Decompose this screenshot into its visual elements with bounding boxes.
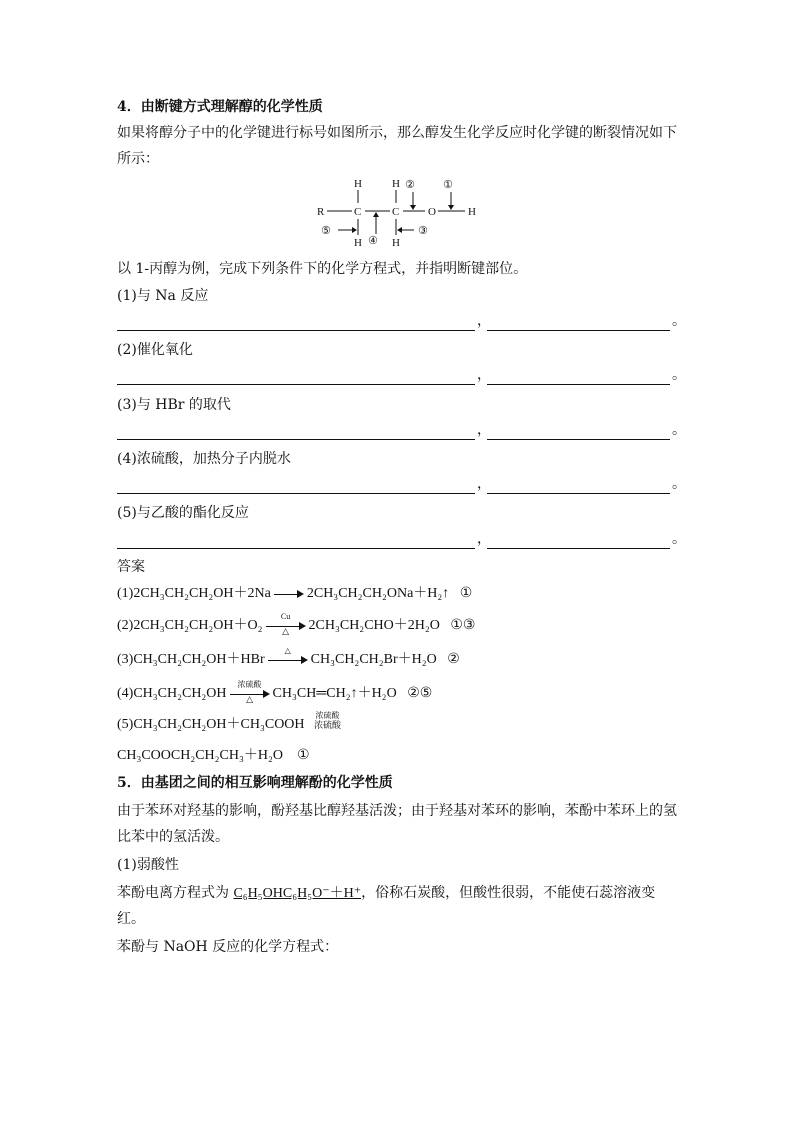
- section4-heading: 4．由断键方式理解醇的化学性质: [117, 99, 323, 115]
- item-2-label: (2)催化氧化: [117, 342, 193, 358]
- blank-bond-3[interactable]: [487, 419, 670, 440]
- answer-label: 答案: [117, 559, 145, 575]
- answer-blank-row-1: ， 。: [117, 310, 680, 332]
- section5-para-line2: 比苯中的氢活泼。: [117, 829, 229, 845]
- diagram-label-2: ②: [405, 178, 415, 191]
- blank-equation-3[interactable]: [117, 419, 475, 440]
- answer-equation-3: (3)CH₃CH₂CH₂OH＋HBr △ CH₃CH₂CH₂Br＋H₂O ②: [117, 648, 460, 671]
- section4-task: 以 1-丙醇为例，完成下列条件下的化学方程式，并指明断键部位。: [117, 261, 528, 277]
- answer-blank-row-5: ， 。: [117, 528, 680, 550]
- section5-heading: 5．由基团之间的相互影响理解酚的化学性质: [117, 775, 393, 791]
- answer-equation-2: (2)2CH₃CH₂CH₂OH＋O₂ Cu △ 2CH₃CH₂CHO＋2H₂O ①③: [117, 611, 476, 636]
- diagram-C1: C: [354, 206, 362, 218]
- diagram-label-3: ③: [418, 224, 428, 237]
- blank-bond-4[interactable]: [487, 473, 670, 494]
- bond-number: ②⑤: [407, 685, 433, 701]
- blank-bond-5[interactable]: [487, 528, 670, 549]
- blank-equation-2[interactable]: [117, 364, 475, 385]
- naoh-reaction-prompt: 苯酚与 NaOH 反应的化学方程式：: [117, 939, 339, 955]
- diagram-label-4: ④: [368, 234, 378, 247]
- alcohol-bond-diagram: [310, 174, 490, 252]
- bond-number: ②: [447, 651, 460, 667]
- ionization-line: 苯酚电离方程式为 C₆H₅OHC₆H₅O⁻＋H⁺，俗称石炭酸，但酸性很弱，不能使石蕊溶液变: [117, 885, 656, 901]
- reversible-arrow-icon: 浓硫酸 浓硫酸: [314, 711, 342, 730]
- diagram-label-5: ⑤: [321, 224, 331, 237]
- reaction-arrow-icon: [274, 583, 304, 605]
- diagram-H-top1: H: [354, 178, 362, 190]
- reaction-arrow-icon: Cu △: [266, 615, 306, 637]
- answer-equation-4: (4)CH₃CH₂CH₂OH 浓硫酸 △ CH₃CH═CH₂↑＋H₂O ②⑤: [117, 679, 433, 704]
- ionization-line2: 红。: [117, 911, 145, 927]
- bond-number: ①: [296, 747, 310, 763]
- bond-number: ①: [459, 585, 473, 601]
- item-4-label: (4)浓硫酸，加热分子内脱水: [117, 451, 291, 467]
- reaction-arrow-icon: △: [268, 649, 308, 671]
- diagram-label-1: ①: [443, 178, 453, 191]
- reaction-arrow-icon: 浓硫酸 △: [230, 683, 270, 705]
- diagram-H-bot2: H: [392, 237, 400, 249]
- blank-equation-5[interactable]: [117, 528, 475, 549]
- answer-blank-row-4: ， 。: [117, 473, 680, 495]
- section5-para-line1: 由于苯环对羟基的影响，酚羟基比醇羟基活泼；由于羟基对苯环的影响，苯酚中苯环上的氢: [117, 803, 677, 819]
- item-1-label: (1)与 Na 反应: [117, 288, 209, 304]
- section4-intro-line1: 如果将醇分子中的化学键进行标号如图所示，那么醇发生化学反应时化学键的断裂情况如下: [117, 125, 677, 141]
- diagram-H-bot1: H: [354, 237, 362, 249]
- blank-bond-1[interactable]: [487, 310, 670, 331]
- diagram-H-right: H: [468, 206, 476, 218]
- section5-sub1: (1)弱酸性: [117, 857, 179, 873]
- answer-equation-5-line2: CH₃COOCH₂CH₂CH₃＋H₂O ①: [117, 747, 310, 763]
- diagram-C2: C: [392, 206, 400, 218]
- answer-equation-5-line1: (5)CH₃CH₂CH₂OH＋CH₃COOH 浓硫酸 浓硫酸: [117, 714, 351, 736]
- answer-equation-1: (1)2CH₃CH₂CH₂OH＋2Na 2CH₃CH₂CH₂ONa＋H₂↑ ①: [117, 582, 472, 605]
- bond-number: ①③: [450, 617, 476, 633]
- answer-blank-row-2: ， 。: [117, 364, 680, 386]
- diagram-H-top2: H: [392, 178, 400, 190]
- diagram-R: R: [317, 206, 325, 218]
- blank-equation-1[interactable]: [117, 310, 475, 331]
- answer-blank-row-3: ， 。: [117, 419, 680, 441]
- blank-equation-4[interactable]: [117, 473, 475, 494]
- item-3-label: (3)与 HBr 的取代: [117, 397, 231, 413]
- diagram-O: O: [428, 206, 436, 218]
- diagram-arrowheads: [352, 205, 454, 233]
- blank-bond-2[interactable]: [487, 364, 670, 385]
- item-5-label: (5)与乙酸的酯化反应: [117, 505, 249, 521]
- section4-intro-line2: 所示：: [117, 151, 159, 167]
